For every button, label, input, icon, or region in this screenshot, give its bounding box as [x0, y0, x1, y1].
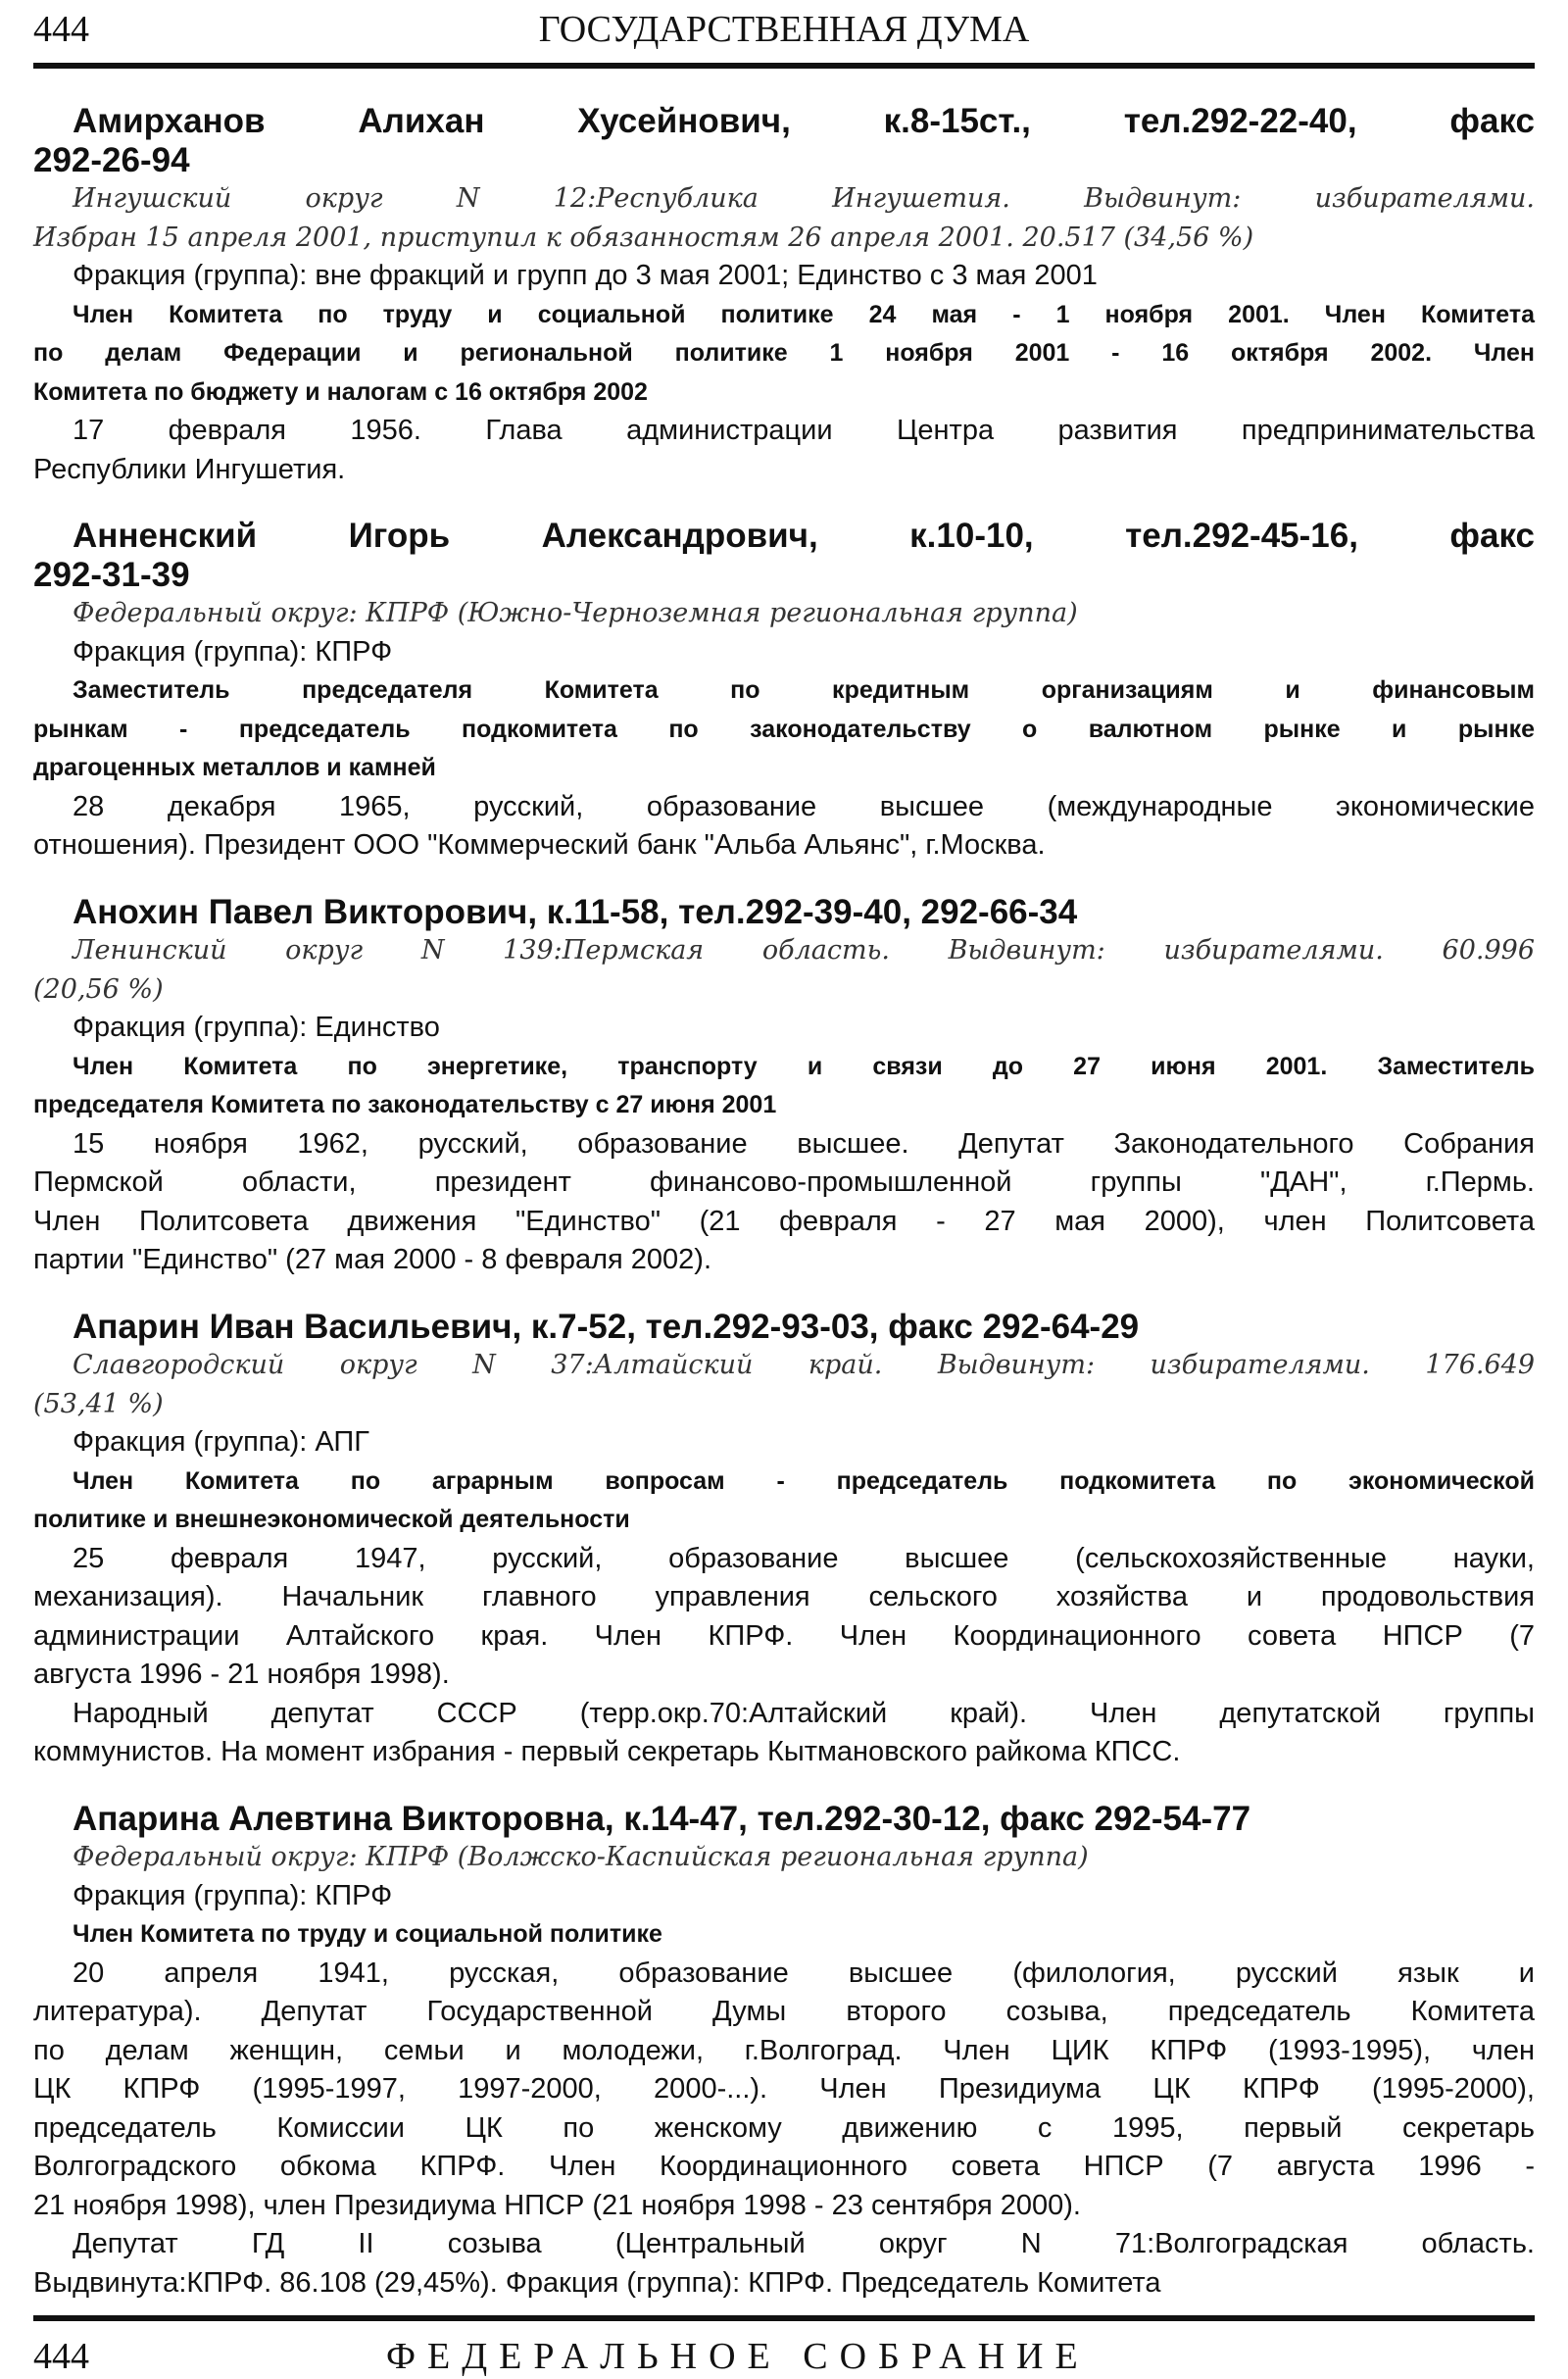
electoral-district-line: Славгородский округ N 37:Алтайский край. Выдвинут: избирателями. 176.649	[73, 1350, 1535, 1380]
deputy-name	[33, 1308, 1535, 1347]
running-header	[33, 8, 1535, 59]
deputy-name-line: Амирханов Алихан Хусейнович, к.8-15ст., тел.292-22-40, факс	[73, 102, 1535, 140]
running-footer-title: ФЕДЕРАЛЬНОЕ СОБРАНИЕ	[386, 2336, 1090, 2377]
faction-line: Фракция (группа): вне фракций и групп до 3 мая 2001; Единство с 3 мая 2001	[73, 260, 1098, 291]
deputy-entry	[33, 517, 1535, 866]
deputy-name-line: 292-31-39	[33, 555, 190, 594]
electoral-district	[33, 594, 1535, 633]
committee-membership	[33, 671, 1535, 788]
committee-membership-line: Член Комитета по труду и социальной политике 24 мая - 1 ноября 2001. Член Комитета	[73, 300, 1535, 328]
committee-membership-line: Комитета по бюджету и налогам с 16 октября 2002	[33, 377, 648, 406]
deputy-name-line: Апарина Алевтина Викторовна, к.14-47, тел.292-30-12, факс 292-54-77	[73, 1799, 1251, 1838]
biography-paragraph-line: 15 ноября 1962, русский, образование высшее. Депутат Законодательного Собрания	[73, 1127, 1535, 1160]
faction-line: Фракция (группа): КПРФ	[73, 1879, 393, 1911]
deputy-entry	[33, 102, 1535, 489]
faction-line: Фракция (группа): АПГ	[73, 1426, 369, 1458]
faction	[33, 1423, 1535, 1462]
electoral-district-line: Федеральный округ: КПРФ (Южно-Черноземная региональная группа)	[73, 598, 1078, 628]
biography-paragraph-line: председатель Комиссии ЦК по женскому движению с 1995, первый секретарь	[33, 2111, 1535, 2144]
deputies-list	[33, 102, 1535, 2330]
faction	[33, 257, 1535, 296]
biography-paragraph-line: 20 апреля 1941, русская, образование высшее (филология, русский язык и	[73, 1957, 1535, 1989]
deputy-name-line: 292-26-94	[33, 140, 190, 179]
biography-paragraph	[33, 1125, 1535, 1280]
committee-membership-line: Заместитель председателя Комитета по кредитным организациям и финансовым	[73, 676, 1535, 704]
committee-membership-line: рынкам - председатель подкомитета по законодательству о валютном рынке и рынке	[33, 715, 1535, 743]
deputy-entry	[33, 893, 1535, 1280]
biography-paragraph-line: отношения). Президент ООО "Коммерческий банк "Альба Альянс", г.Москва.	[33, 829, 1046, 861]
biography-paragraph	[33, 412, 1535, 489]
biography-paragraph-line: 25 февраля 1947, русский, образование высшее (сельскохозяйственные науки,	[73, 1542, 1535, 1574]
deputy-name	[33, 102, 1535, 179]
biography-paragraph-line: Пермской области, президент финансово-промышленной группы "ДАН", г.Пермь.	[33, 1166, 1535, 1198]
biography-paragraph-line: августа 1996 - 21 ноября 1998).	[33, 1659, 450, 1690]
biography-paragraph-line: Депутат ГД II созыва (Центральный округ N 71:Волгоградская область.	[73, 2228, 1535, 2259]
committee-membership-line: Член Комитета по труду и социальной политике	[73, 1920, 662, 1948]
biography-paragraph-line: ЦК КПРФ (1995-1997, 1997-2000, 2000-...). Член Президиума ЦК КПРФ (1995-2000),	[33, 2073, 1535, 2105]
faction	[33, 1877, 1535, 1916]
electoral-district-line: (20,56 %)	[33, 973, 164, 1005]
biography-paragraph-line: Член Политсовета движения "Единство" (21 февраля - 27 мая 2000), член Политсовета	[33, 1205, 1535, 1237]
biography-paragraph-line: Республики Ингушетия.	[33, 453, 346, 485]
biography-paragraph-line: Волгоградского обкома КПРФ. Член Координационного совета НПСР (7 августа 1996 -	[33, 2151, 1535, 2182]
committee-membership-line: Член Комитета по энергетике, транспорту и связи до 27 июня 2001. Заместитель	[73, 1052, 1535, 1080]
biography-paragraph	[33, 788, 1535, 866]
deputy-entry	[33, 1800, 1535, 2304]
electoral-district-line: Ингушский округ N 12:Республика Ингушетия. Выдвинут: избирателями.	[73, 183, 1535, 214]
electoral-district-line: (53,41 %)	[33, 1388, 164, 1419]
deputy-entry	[33, 1308, 1535, 1772]
electoral-district	[33, 931, 1535, 1009]
footer-rule	[33, 2315, 1535, 2321]
deputy-name	[33, 893, 1535, 932]
faction	[33, 633, 1535, 672]
faction-line: Фракция (группа): Единство	[73, 1012, 440, 1043]
deputy-name	[33, 1800, 1535, 1839]
committee-membership	[33, 1462, 1535, 1540]
committee-membership-line: политике и внешнеэкономической деятельности	[33, 1506, 630, 1533]
committee-membership	[33, 296, 1535, 413]
header-rule	[33, 63, 1535, 69]
faction	[33, 1009, 1535, 1048]
biography-paragraph	[33, 1540, 1535, 1695]
page-number: 444	[33, 9, 89, 50]
biography-paragraph	[33, 1695, 1535, 1772]
deputy-name-line: Анненский Игорь Александрович, к.10-10, тел.292-45-16, факс	[73, 517, 1535, 555]
deputy-name-line: Апарин Иван Васильевич, к.7-52, тел.292-93-03, факс 292-64-29	[73, 1307, 1140, 1346]
committee-membership-line: драгоценных металлов и камней	[33, 754, 436, 781]
electoral-district-line: Федеральный округ: КПРФ (Волжско-Каспийская региональная группа)	[73, 1842, 1089, 1872]
electoral-district	[33, 1346, 1535, 1423]
footer-page-number: 444	[33, 2336, 89, 2377]
electoral-district-line: Избран 15 апреля 2001, приступил к обязанностям 26 апреля 2001. 20.517 (34,56 %)	[33, 222, 1254, 253]
faction-line: Фракция (группа): КПРФ	[73, 635, 393, 668]
committee-membership-line: по делам Федерации и региональной политике 1 ноября 2001 - 16 октября 2002. Член	[33, 339, 1535, 367]
committee-membership	[33, 1048, 1535, 1125]
electoral-district	[33, 179, 1535, 257]
biography-paragraph-line: партии "Единство" (27 мая 2000 - 8 февраля 2002).	[33, 1244, 712, 1275]
electoral-district-line: Ленинский округ N 139:Пермская область. Выдвинут: избирателями. 60.996	[73, 935, 1535, 966]
biography-paragraph	[33, 1955, 1535, 2226]
running-header-title: ГОСУДАРСТВЕННАЯ ДУМА	[538, 9, 1030, 50]
biography-paragraph-line: администрации Алтайского края. Член КПРФ. Член Координационного совета НПСР (7	[33, 1619, 1535, 1652]
committee-membership-line: Член Комитета по аграрным вопросам - председатель подкомитета по экономической	[73, 1466, 1535, 1495]
committee-membership	[33, 1915, 1535, 1955]
deputy-name	[33, 517, 1535, 594]
biography-paragraph-line: 28 декабря 1965, русский, образование высшее (международные экономические	[73, 790, 1535, 822]
biography-paragraph-line: 17 февраля 1956. Глава администрации Центра развития предпринимательства	[73, 415, 1535, 446]
biography-paragraph-line: Народный депутат СССР (терр.окр.70:Алтайский край). Член депутатской группы	[73, 1697, 1535, 1729]
biography-paragraph-line: коммунистов. На момент избрания - первый секретарь Кытмановского райкома КПСС.	[33, 1736, 1181, 1767]
biography-paragraph	[33, 2225, 1535, 2303]
biography-paragraph-line: литература). Депутат Государственной Думы второго созыва, председатель Комитета	[33, 1996, 1535, 2027]
biography-paragraph-line: 21 ноября 1998), член Президиума НПСР (21 ноября 1998 - 23 сентября 2000).	[33, 2189, 1081, 2221]
biography-paragraph-line: Выдвинута:КПРФ. 86.108 (29,45%). Фракция (группа): КПРФ. Председатель Комитета	[33, 2266, 1161, 2299]
biography-paragraph-line: механизация). Начальник главного управления сельского хозяйства и продовольствия	[33, 1581, 1535, 1612]
electoral-district	[33, 1838, 1535, 1877]
committee-membership-line: председателя Комитета по законодательству с 27 июня 2001	[33, 1091, 777, 1118]
deputy-name-line: Анохин Павел Викторович, к.11-58, тел.292-39-40, 292-66-34	[73, 892, 1078, 931]
biography-paragraph-line: по делам женщин, семьи и молодежи, г.Волгоград. Член ЦИК КПРФ (1993-1995), член	[33, 2034, 1535, 2066]
